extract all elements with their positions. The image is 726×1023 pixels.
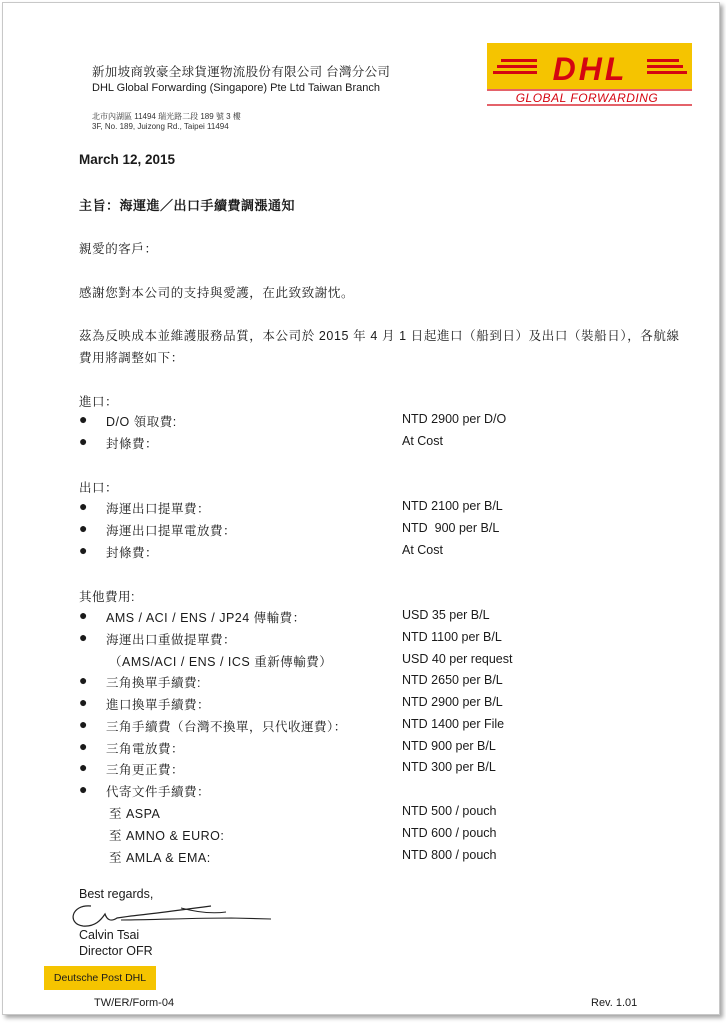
dhl-logo-text: DHL [552,51,628,87]
letter-date: March 12, 2015 [79,152,176,167]
letter-subject: 主旨：海運進／出口手續費調漲通知 [79,198,296,213]
fee-label: D/O 領取費: [106,415,177,429]
fee-label: 進口換單手續費： [106,698,211,712]
deutsche-post-badge: Deutsche Post DHL [44,966,156,990]
import-heading: 進口： [79,395,119,409]
bullet-icon: ● [79,433,88,449]
bullet-icon: ● [79,759,88,775]
fee-label: 三角更正費： [106,763,185,777]
fee-value: At Cost [402,434,443,448]
revision-number: Rev. 1.01 [591,997,638,1009]
bullet-icon: ● [79,498,88,514]
bullet-icon: ● [79,542,88,558]
fee-row [3,434,721,456]
bullet-icon: ● [79,520,88,536]
fee-row [3,630,721,652]
bullet-icon: ● [79,781,88,797]
fee-value: NTD 300 per B/L [402,760,496,774]
export-heading: 出口： [79,481,119,495]
signatory-name: Calvin Tsai [79,928,140,942]
dhl-logo [487,43,692,108]
fee-label: （AMS/ACI / ENS / ICS 重新傳輸費） [109,655,333,669]
fee-value: NTD 900 per B/L [402,739,496,753]
fee-value: NTD 2100 per B/L [402,499,503,513]
bullet-icon: ● [79,716,88,732]
fee-row [3,695,721,717]
signatory-title: Director OFR [79,944,153,958]
greeting: 親愛的客戶： [79,242,158,256]
fee-label: AMS / ACI / ENS / JP24 傳輸費： [106,611,306,625]
company-name-zh: 新加坡商敦豪全球貨運物流股份有限公司 台灣分公司 [92,65,391,79]
fee-value: NTD 900 per B/L [402,521,500,535]
fee-value: USD 35 per B/L [402,608,490,622]
fee-value: At Cost [402,543,443,557]
closing-regards: Best regards, [79,887,154,901]
bullet-icon: ● [79,607,88,623]
bullet-icon: ● [79,738,88,754]
address-en: 3F, No. 189, Juizong Rd., Taipei 11494 [92,122,229,131]
fee-label: 封條費： [106,546,159,560]
fee-row [3,739,721,761]
fee-label: 三角手續費（台灣不換單，只代收運費）： [106,720,347,734]
notice-paragraph-line-1: 茲為反映成本並維護服務品質，本公司於 2015 年 4 月 1 日起進口（船到日）及出口（裝船日），各航線 [79,329,680,343]
fee-label: 三角電放費： [106,742,185,756]
fee-row [3,543,721,565]
form-number: TW/ER/Form-04 [94,997,175,1009]
fee-value: NTD 1100 per B/L [402,630,502,644]
fee-label: 海運出口提單費： [106,502,211,516]
company-name-en: DHL Global Forwarding (Singapore) Pte Ltd Taiwan Branch [92,82,380,94]
fee-label: 至 AMLA & EMA: [109,851,211,865]
fee-label: 海運出口提單電放費： [106,524,237,538]
fee-row [3,608,721,630]
fee-row [3,412,721,434]
fee-value: NTD 800 / pouch [402,848,497,862]
letter-page [2,2,720,1015]
fee-label: 至 AMNO & EURO: [109,829,225,843]
fee-value: NTD 600 / pouch [402,826,497,840]
bullet-icon: ● [79,672,88,688]
fee-row [3,826,721,848]
fee-label: 至 ASPA [109,807,161,821]
fee-value: NTD 2900 per D/O [402,412,507,426]
bullet-icon: ● [79,411,88,427]
fee-row [3,782,721,804]
fee-value: USD 40 per request [402,652,513,666]
fee-row [3,521,721,543]
other-fees-heading: 其他費用: [79,590,135,604]
fee-value: NTD 2650 per B/L [402,673,503,687]
fee-row [3,848,721,870]
fee-value: NTD 2900 per B/L [402,695,503,709]
fee-label: 三角換單手續費: [106,676,201,690]
fee-label: 海運出口重做提單費： [106,633,237,647]
bullet-icon: ● [79,629,88,645]
notice-paragraph-line-2: 費用將調整如下： [79,351,184,365]
fee-label: 代寄文件手續費： [106,785,211,799]
fee-row [3,673,721,695]
fee-row [3,760,721,782]
dhl-logo-subtext: GLOBAL FORWARDING [515,91,659,105]
fee-value: NTD 500 / pouch [402,804,497,818]
fee-row [3,717,721,739]
fee-row [3,652,721,674]
fee-row [3,804,721,826]
fee-value: NTD 1400 per File [402,717,505,731]
fee-row [3,499,721,521]
thanks-line: 感謝您對本公司的支持與愛護，在此致致謝忱。 [79,286,355,300]
address-zh: 北市內湖區 11494 瑞光路二段 189 號 3 樓 [92,112,241,121]
bullet-icon: ● [79,694,88,710]
fee-label: 封條費： [106,437,159,451]
